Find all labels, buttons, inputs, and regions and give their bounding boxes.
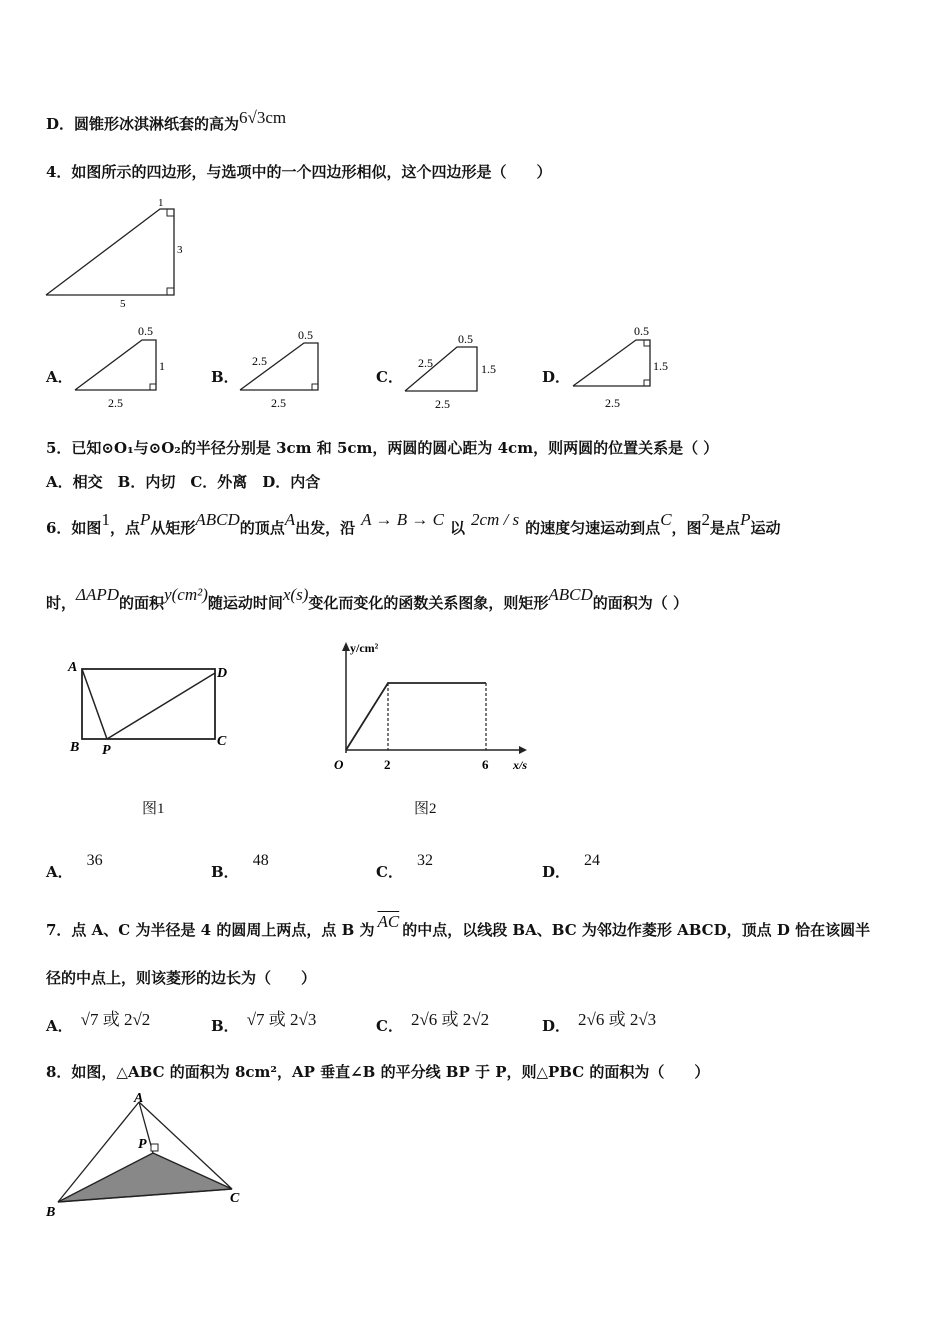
q6-option-d[interactable]: D．24	[542, 852, 601, 881]
q4-main-top: 1	[158, 197, 164, 209]
q7-arc-ac: $\overline{AC}$	[377, 912, 400, 931]
q6f2-origin: O	[334, 757, 344, 772]
q3-option-d: D．圆锥形冰淇淋纸套的高为6√3cm	[46, 108, 287, 133]
q4-main-bottom: 5	[120, 298, 126, 310]
q6f1-B: B	[70, 740, 80, 755]
q4c-bottom: 2.5	[435, 397, 450, 411]
q4-option-d-label[interactable]: D．	[542, 368, 571, 386]
q7-option-c[interactable]: C． 2√6 或 2√2	[376, 1010, 490, 1035]
q6f2-ylabel: y/cm²	[350, 641, 379, 655]
q4a-side: 1	[159, 359, 165, 373]
q4-option-c-label[interactable]: C．	[376, 368, 403, 386]
q4-option-d-figure	[568, 322, 678, 414]
q4-stem: 4．如图所示的四边形，与选项中的一个四边形相似，这个四边形是（ ）	[46, 163, 552, 181]
q4-option-c-figure	[401, 330, 511, 415]
q5-options[interactable]: A．相交 B．内切 C．外离 D．内含	[46, 473, 321, 491]
q7-line1: 7．点 A、C 为半径是 4 的圆周上两点，点 B 为 $\overline{AC}$ 的中点，以线段 BA、BC 为邻边作菱形 ABCD，顶点 D 恰在该圆半	[46, 912, 871, 939]
q6-figure-1	[62, 655, 242, 760]
q4b-top: 0.5	[298, 328, 313, 342]
q4d-side: 1.5	[653, 359, 668, 373]
q8-label-A: A	[134, 1091, 144, 1106]
q4a-top: 0.5	[138, 324, 153, 338]
q6-option-b[interactable]: B．48	[211, 852, 269, 881]
q6-fig2-caption: 图2	[414, 801, 437, 817]
q4-option-a-label[interactable]: A．	[46, 368, 73, 386]
q6f1-D: D	[217, 666, 228, 681]
q4-main-figure	[40, 195, 200, 310]
q7-line2: 径的中点上，则该菱形的边长为（ ）	[46, 969, 317, 987]
q4c-top: 0.5	[458, 332, 473, 346]
q6-option-a[interactable]: A．36	[46, 852, 103, 881]
q6f2-tick-2: 2	[384, 757, 391, 772]
q6f2-xlabel: x/s	[513, 758, 528, 772]
q8-stem: 8．如图，△ABC 的面积为 8cm²，AP 垂直∠B 的平分线 BP 于 P，则△PBC 的面积为（ ）	[46, 1063, 710, 1081]
q4-option-b-figure	[236, 325, 336, 415]
q6-line2: 时，ΔAPD的面积y(cm²)随运动时间x(s)变化而变化的函数关系图象，则矩形ABCD的面积为（ ）	[46, 585, 688, 612]
q6f2-tick-6: 6	[482, 757, 489, 772]
q8-label-P: P	[138, 1137, 147, 1152]
q3d-math: 6√3cm	[239, 108, 287, 127]
q7-option-a[interactable]: A． √7 或 2√2	[46, 1010, 151, 1035]
q8-label-B: B	[46, 1205, 56, 1220]
q8-figure	[40, 1088, 260, 1223]
q6f1-C: C	[217, 734, 227, 749]
q4-option-a-figure	[70, 322, 175, 414]
q6-fig1-caption: 图1	[142, 801, 165, 817]
q6-line1: 6．如图1，点P从矩形ABCD的顶点A出发，沿 A → B → C 以 2cm / s 的速度匀速运动到点C，图2是点P运动	[46, 510, 781, 537]
q6f1-A: A	[68, 660, 78, 675]
q4d-bottom: 2.5	[605, 396, 620, 410]
q4-main-side: 3	[177, 244, 183, 256]
q4c-slant: 2.5	[418, 356, 433, 370]
q4-option-b-label[interactable]: B．	[211, 368, 239, 386]
q4a-bottom: 2.5	[108, 396, 123, 410]
q6-figure-2	[316, 635, 541, 775]
q8-label-C: C	[230, 1191, 240, 1206]
q6-option-c[interactable]: C．32	[376, 852, 433, 881]
q7-option-d[interactable]: D． 2√6 或 2√3	[542, 1010, 657, 1035]
q6f1-P: P	[102, 743, 111, 758]
q7-option-b[interactable]: B． √7 或 2√3	[211, 1010, 317, 1035]
q4b-slant: 2.5	[252, 354, 267, 368]
q4d-top: 0.5	[634, 324, 649, 338]
q4c-side: 1.5	[481, 362, 496, 376]
q4b-bottom: 2.5	[271, 396, 286, 410]
q5-stem: 5．已知⊙O₁与⊙O₂的半径分别是 3cm 和 5cm，两圆的圆心距为 4cm，则两圆的位置关系是（ ）	[46, 439, 719, 457]
